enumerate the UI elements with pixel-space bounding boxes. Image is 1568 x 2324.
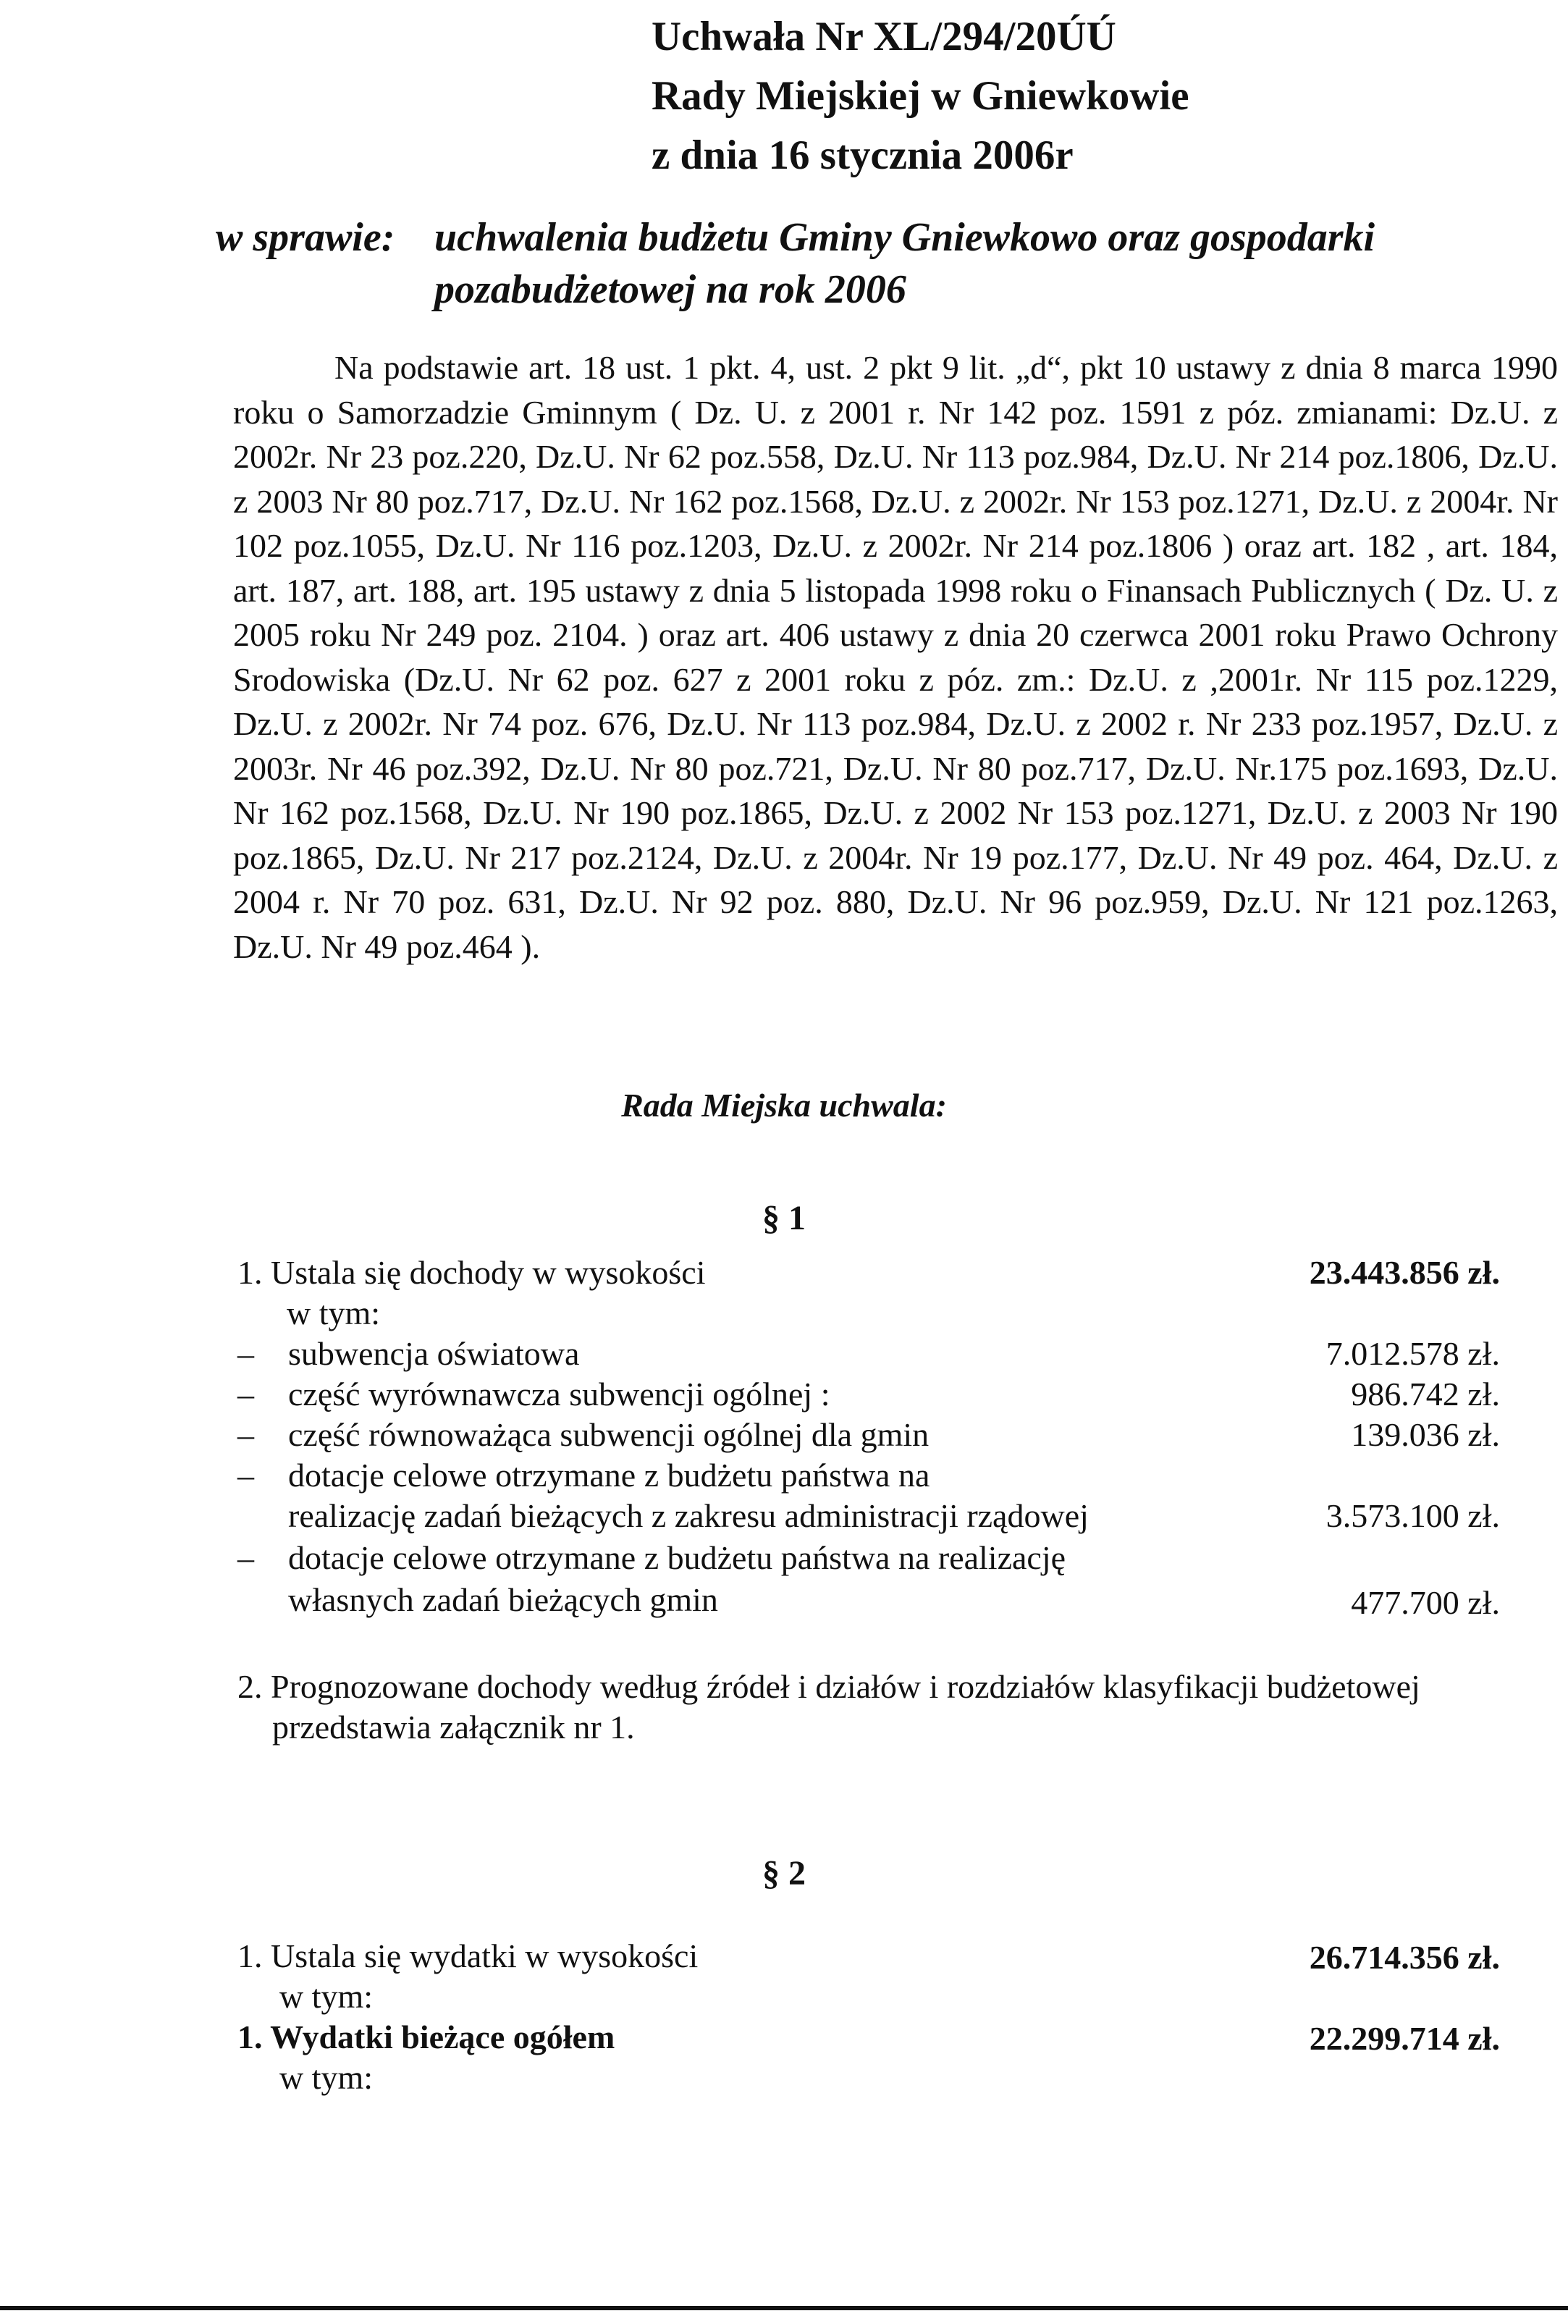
subject-label: w sprawie: <box>216 215 395 260</box>
current-expenses-amount: 22.299.714 zł. <box>1309 2020 1500 2057</box>
income-item-label: dotacje celowe otrzymane z budżetu państwa na <box>288 1457 930 1494</box>
income-item-dash: – <box>237 1335 254 1372</box>
income-item-amount: 477.700 zł. <box>1351 1584 1500 1621</box>
income-forecast-note: 2. Prognozowane dochody według źródeł i działów i rozdziałów klasyfikacji budżetowej <box>237 1668 1420 1705</box>
expense-wtym: w tym: <box>279 1978 374 2015</box>
income-forecast-note-cont: przedstawia załącznik nr 1. <box>272 1709 635 1746</box>
income-item-amount: 139.036 zł. <box>1351 1416 1500 1453</box>
income-item-label: subwencja oświatowa <box>288 1335 580 1372</box>
income-item-dash: – <box>237 1416 254 1453</box>
resolution-title <box>652 7 1189 185</box>
income-amount: 23.443.856 zł. <box>1309 1254 1500 1291</box>
current-expenses-wtym: w tym: <box>279 2059 374 2096</box>
income-wtym: w tym: <box>287 1294 381 1331</box>
resolution-date: z dnia 16 stycznia 2006r <box>652 132 1074 178</box>
bottom-rule <box>0 2306 1568 2310</box>
income-item-label: dotacje celowe otrzymane z budżetu państwa na realizację <box>288 1539 1066 1576</box>
income-item-dash: – <box>237 1539 254 1576</box>
section-2-heading: § 2 <box>762 1854 806 1893</box>
income-item-amount: 7.012.578 zł. <box>1325 1335 1500 1372</box>
income-item-label-cont: własnych zadań bieżących gmin <box>288 1581 718 1618</box>
income-label: 1. Ustala się dochody w wysokości <box>237 1254 706 1291</box>
legal-basis-paragraph: Na podstawie art. 18 ust. 1 pkt. 4, ust. 2 pkt 9 lit. „d“, pkt 10 ustawy z dnia 8 marca 1990 roku o Samorzadzie Gminnym ( Dz. U. z 2001 r. Nr 142 poz. 1591 z póz. zmianami: Dz.U. z 2002r. Nr 23 poz.220, Dz.U. Nr 62 poz.558, Dz.U. Nr 113 poz.984, Dz.U. Nr 214 poz.1806, Dz.U. z 2003 Nr 80 poz.717, Dz.U. Nr 162 poz.1568, Dz.U. z 2002r. Nr 153 poz.1271, Dz.U. z 2004r. Nr 102 poz.1055, Dz.U. Nr 116 poz.1203, Dz.U. z 2002r. Nr 214 poz.1806 ) oraz art. 182 , art. 184, art. 187, art. 188, art. 195 ustawy z dnia 5 listopada 1998 roku o Finansach Publicznych ( Dz. U. z 2005 roku Nr 249 poz. 2104. ) oraz art. 406 ustawy z dnia 20 czerwca 2001 roku Prawo Ochrony Srodowiska (Dz.U. Nr 62 poz. 627 z 2001 roku z póz. zm.: Dz.U. z ,2001r. Nr 115 poz.1229, Dz.U. z 2002r. Nr 74 poz. 676, Dz.U. Nr 113 poz.984, Dz.U. z 2002 r. Nr 233 poz.1957, Dz.U. z 2003r. Nr 46 poz.392, Dz.U. Nr 80 poz.721, Dz.U. Nr 80 poz.717, Dz.U. Nr.175 poz.1693, Dz.U. Nr 162 poz.1568, Dz.U. Nr 190 poz.1865, Dz.U. z 2002 Nr 153 poz.1271, Dz.U. z 2003 Nr 190 poz.1865, Dz.U. Nr 217 poz.2124, Dz.U. z 2004r. Nr 19 poz.177, Dz.U. Nr 49 poz. 464, Dz.U. z 2004 r. Nr 70 poz. 631, Dz.U. Nr 92 poz. 880, Dz.U. Nr 96 poz.959, Dz.U. Nr 121 poz.1263, Dz.U. Nr 49 poz.464 ). <box>233 349 1558 965</box>
income-item-dash: – <box>237 1376 254 1412</box>
resolves-heading: Rada Miejska uchwala: <box>621 1087 947 1124</box>
income-item-label: część równoważąca subwencji ogólnej dla gmin <box>288 1416 930 1453</box>
section-1-heading: § 1 <box>762 1199 806 1237</box>
expense-amount: 26.714.356 zł. <box>1309 1939 1500 1976</box>
income-item-dash: – <box>237 1457 254 1494</box>
resolution-number: Uchwała Nr XL/294/20ÚÚ <box>652 14 1116 59</box>
income-item-amount: 986.742 zł. <box>1351 1376 1500 1412</box>
subject-text: uchwalenia budżetu Gminy Gniewkowo oraz gospodarki pozabudżetowej na rok 2006 <box>434 215 1375 312</box>
income-item-label: część wyrównawcza subwencji ogólnej : <box>288 1376 830 1412</box>
current-expenses-label: 1. Wydatki bieżące ogółem <box>237 2018 615 2055</box>
income-item-label-cont: realizację zadań bieżących z zakresu administracji rządowej <box>288 1497 1089 1534</box>
income-item-amount: 3.573.100 zł. <box>1325 1497 1500 1534</box>
expense-label: 1. Ustala się wydatki w wysokości <box>237 1937 699 1974</box>
council-name: Rady Miejskiej w Gniewkowie <box>652 73 1189 119</box>
